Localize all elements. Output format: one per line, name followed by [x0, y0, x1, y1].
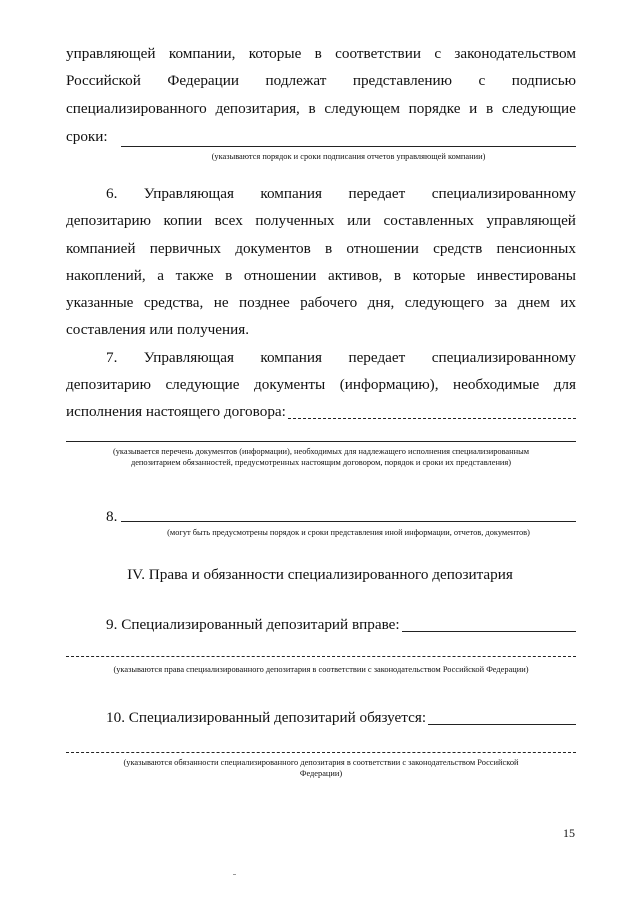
sroki-label: сроки:	[66, 128, 108, 145]
para-top-line-2: Российской Федерации подлежат представлению с подписью	[66, 72, 576, 89]
para-top-line-3: специализированного депозитария, в следующем порядке и в следующие	[66, 100, 576, 117]
item10-label: 10. Специализированный депозитарий обязуется:	[106, 709, 427, 726]
scan-speck	[233, 874, 236, 875]
sroki-line	[66, 129, 576, 144]
note-item10: (указываются обязанности специализированного депозитария в соответствии с законодательством Российской Федерации)	[123, 758, 519, 779]
p7-line-3: исполнения настоящего договора:	[66, 403, 286, 420]
note-p7: (указывается перечень документов (информации), необходимых для надлежащего исполнения специализированным депозитарием обязанностей, предусмотренных настоящим договором, порядок и сроки их представления)	[112, 447, 530, 468]
note-sroki: (указываются порядок и сроки подписания отчетов управляющей компании)	[211, 152, 486, 161]
item10-fill-line	[428, 724, 576, 725]
sroki-fill-line	[121, 146, 576, 147]
note-item8: (могут быть предусмотрены порядок и сроки представления иной информации, отчетов, документов)	[167, 528, 530, 537]
p7-rule-2	[66, 441, 576, 442]
p6-line-5: указанные средства, не позднее рабочего дня, следующего за днем их	[66, 294, 576, 311]
note-item9: (указываются права специализированного депозитария в соответствии с законодательством Российской Федерации)	[113, 665, 529, 674]
item10-rule-2	[66, 752, 576, 753]
item9-label: 9. Специализированный депозитарий вправе:	[106, 616, 400, 633]
p6-line-2: депозитарию копии всех полученных или составленных управляющей	[66, 212, 576, 229]
item9-fill-line	[402, 631, 576, 632]
item8-label: 8.	[106, 508, 118, 525]
p6-line-1: 6. Управляющая компания передает специализированному	[106, 185, 576, 202]
section-heading: IV. Права и обязанности специализированного депозитария	[127, 566, 513, 583]
p6-line-4: накоплений, а также в отношении активов, в которые инвестированы	[66, 267, 576, 284]
p6-line-3: компанией первичных документов в отношении средств пенсионных	[66, 240, 576, 257]
para-top-line-1: управляющей компании, которые в соответствии с законодательством	[66, 45, 576, 62]
p7-line-2: депозитарию следующие документы (информацию), необходимые для	[66, 376, 576, 393]
item8-fill-line	[121, 521, 576, 522]
p7-fill-line	[288, 418, 576, 419]
p7-line-1: 7. Управляющая компания передает специализированному	[106, 349, 576, 366]
p6-line-6: составления или получения.	[66, 321, 250, 338]
item9-rule-2	[66, 656, 576, 657]
page-number: 15	[563, 826, 575, 840]
